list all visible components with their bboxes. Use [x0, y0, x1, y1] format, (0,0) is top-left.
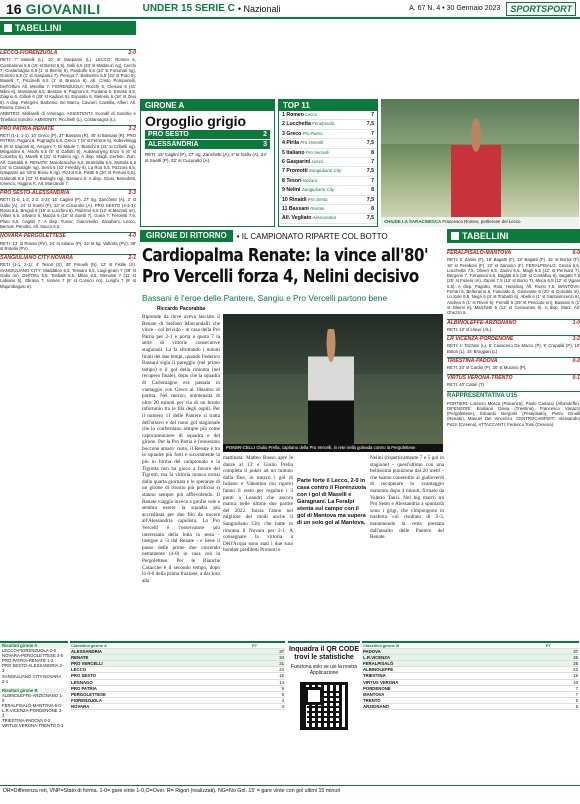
result-row: LECCO-FIORENZUOLA 2-0	[2, 648, 56, 654]
table-row: PERGOLETTESE 9	[71, 691, 284, 697]
result-row: FERALPISALÒ-MANTOVA 6-0	[2, 703, 61, 709]
table-row: FERALPISALÒ 25	[363, 661, 578, 667]
table-row: TRIESTINA 16	[363, 673, 578, 679]
result-row: L.R.VICENZA-PORDENONE 3-2	[2, 708, 63, 719]
result-row: SANGIULIANO CITY-NOVARA 2-1	[2, 673, 61, 684]
table-row: LECCO 24	[71, 667, 284, 673]
player-photo	[223, 314, 443, 444]
match-report	[0, 232, 136, 251]
tabellini-header-right	[447, 229, 580, 243]
top11-row: 5 Italiano Pro Vercelli 8	[279, 149, 377, 158]
match-text: RETI (1-0, 1-2, 2-2, 2-3): 15' Caglini (P), 27' tig. Zanchetti (A), 2' st Gallo (A), 24' st Soetti (P), 32' st Cucurullo (A). PRO SESTO (4-3-3): Rossi 6,5, Bregoli 6 (18' st Lucchini 6), Palermo 6,5 (12' st Mazzeli nn), Villani 6,5, Silvano 6, Mazza 6 (16' st Soetti 7), Goria 7, Feroletti 7,5, Pluto 6,5, Caglini 7. A disp. Tunior, Giacomello, Zanaboni, Lecco, Bernoit, Penotto. All. Sacco 6,5.	[0, 197, 136, 229]
subsection-title: UNDER 15 SERIE C	[142, 3, 235, 14]
top11-row: 8 Tesori Novara 7	[279, 177, 377, 186]
match-report	[0, 254, 136, 289]
top11-row: 6 Gasparini Lecco 7	[279, 158, 377, 167]
match-heading: LECCO-FIORENZUOLA 2-0	[0, 50, 136, 56]
table-row: PADOVA 37	[363, 649, 578, 655]
right-match-reports	[447, 246, 580, 640]
match-heading: SANGIULIANO CITY-NOVARA 2-1	[0, 255, 136, 262]
score-row: ALESSANDRIA 3	[145, 140, 270, 149]
photo-caption: POKER-CELLI Giulio Prella, capitano della Pro Vercelli, in rete nella goleada contro la Pergolettese	[223, 444, 443, 452]
top11-row: 2 Lucchetta Feralpisalò 7,5	[279, 120, 377, 129]
article-column-2: mattinata: Matteo Rosso apre le danze al 13' e Giulio Prella completa il poker ad un minuto dalla fine, in mezzo i gol di Iuliano e Valentino (su rigore) fanno il resto per regalare i 3 punti a Leandri che ancora manca nelle ultime due partite del 2022. Inizia l'anno nel migliore dei modi anche il Sangiuliano City che batte in rimonta il Novara per 2-1. A consegnare la vittoria a Dell'Acqua sono stati i due suoi bomber prediletti Promoti e	[223, 455, 293, 554]
match-report: FERALPISALÒ-MANTOVA 6-0 RETI: 5' Zanini (F), 16' Bagatti (F), 18' Bagatti (F), 15' st Bortot (F), 18' st Peraboni (F), 22' st Sannino (F). FERALPISALÒ: Gessa 6,5, Lucchetta 7,5, Oliveri 6,5, Zanini 6,5, Magli 6,5 (12' st Perinant 7), Bergomi 7, Tomasoni 6,5, Bagatti 6,5 (25' st Costalluo 6), Bagatti 7,5 (25' st Fuselo nn), Zanini 7,5 (12' st Borro 7), Muca 6,5 (12' st Vigani 6,5). A disp. Pagotto, Rosi, Huseinaj. All. Rossi 7,5. MANTOVA: Ferrari 6, Belteramo 6, Fuscaldo 6, Girvivante 6 (20' st Gondani st), Lo Sole 6,5, Negri 6 (8' st Trabalzi 6), Abelli 6 (1' st Santovincenzi 6), Andrea 6 (1' st Rivori 6), Ferrulli 6 (25' st Pesciato nn), Bassani 6 (1' st Gleimi 6), Marchetti 6 (12' st Ceravones 6). A disp. Marz. All. Ghezzo 6.	[447, 250, 580, 316]
byline: Riccardo Pacorabba	[156, 306, 206, 312]
newspaper-logo: SPORTSPORT	[506, 2, 576, 16]
match-report	[0, 49, 136, 122]
table-row: ARZIGNANO 5	[363, 703, 578, 709]
girone-headline: Orgoglio grigio	[145, 113, 247, 129]
top11-list	[279, 111, 377, 224]
table-row: MANTOVA 7	[363, 691, 578, 697]
issue-date: A. 67 N. 4 • 30 Gennaio 2023	[409, 5, 501, 12]
match-text: RETI (1-1, 1-1): 10' Greco (P), 37' Bassani (R), 40' st Bassani (R). PRO PATRIA: Pagani 6, Pognaghi 6,5, Greco 7 (8' st Fetrone 6), Kubevlmigg 6 (8' st Saponti 6), Arrigoni 7, Di Maule 7, Bianchi 6 (31' st Cribelli ng), Mingardini 6, Alsohi 6,5 (6' st Gallotti 6), Aubanoriyng Enzo 6 (6' st Colombo 6), Marelli 6 (31' st Fabrini ng). A disp. Magli, Gerbito, Zuin. All. Gastaldi 6. RENATE: Marobracchie 6,5, Brambilla 6,5, Mottola 6,5 (34' st Casiraghi ng), Serra 6 (42' Feleddy 6), La Roa 6,5, Pazzoni 6,5, Gasparini ad 'Sh'st Brivio 6 ng), Pizzol 6,5, Pilotti 6 (20' st Pertusi 6,5), Galarotti 6,5 (33' st Barlaghi ng), Bassani 8. A disp. Giusi, Benedetti, Ionesco, Higgins K. All. Marcandri 7.	[0, 133, 136, 186]
table-row: LEGNAGO 14	[71, 679, 284, 685]
qr-code-icon[interactable]	[300, 682, 348, 730]
square-icon	[451, 232, 459, 240]
rappresentativa-text: PORTIERI: Lorenzo Mosca (Piacenza), Paolo Cartacci (Albinoleffe). DIFENSORI: Emiliano Davia (Triestina), Francesco Vanazzi (Pergolettese), Edoardo Bergomi (Feralpisalò), Pietro Dinulli (Renate), Manuel Del Vincenzo. CENTROCAMPISTI: Alessandro Pozzi (Cesena). ATTACCANTI: Federico Torsi (Cesena).	[447, 400, 580, 427]
top11-label: TOP 11	[279, 100, 377, 111]
match-report: ALBINOLEFFE-ARZIGNANO 1-0 RETI: 10' st Llieve (AL).	[447, 319, 580, 332]
match-heading: NOVARA-PERGOLETTESE 4-0	[0, 233, 136, 240]
table-row: TRENTO 5	[363, 697, 578, 703]
match-text: RETI: 7' Maselli (L), 10' st Gasparini (L). LECCO: Romeo 6, Combalonei 6,5 (15' st Bortot 6,5), Galli 6,5 (33' st Mattinuzi ng), Cerchi 7, Costamagna 6,5 (1' st Berrini 6), Pandolfo 6,5 (33' st Fortunati ng), Guinzio 6,5 (1' st Gasparini 7), Perego 7, Barbertini 6,5 (15' st Puto 6), Maselli 7, Piccinelli 6,5 (1' st Brescia 6). All. Cristo Pomponelli, Dell'Ottum All. Mecillia 7. FIORENZUOLA: Rocchi 6, Cleisosi 6 (41' Milini 6), Montanari 6,5, Bersani 6, Pagnoni 6, Fontana 6, Emarsi 6,5, Ziagno 6, Gillioli 6 (25' st Kadicet 6), Esposito 6, Melnelo 6 (18' st Zeio 6). A disp. Pelegrini, Barbesio, De Marco, Cavoeri, Castillia, Alfieri. All. Riviera Cenio 6.	[0, 57, 136, 110]
subheadline: Bassani è l'eroe delle Pantere, Sangiu e Pro Vercelli partono bene	[142, 293, 388, 303]
result-row: ALBINOLEFFE-ARZIGNANO 1-0	[2, 692, 64, 703]
pull-quote: Parte forte il Lecco, 2-0 in casa contro il Fiorenzuola con i gol di Maselli e Garagnani. La Feralpi stenta sul campo con il gol di Mantova ma supera di un solo gol al Mantova.	[297, 478, 367, 526]
match-report: TRIESTINA-PADOVA 0-2 RETI: 20' st Cardin (P), 30' st Murano (P).	[447, 358, 580, 371]
page-number: 16	[6, 0, 22, 17]
table-row: PRO PATRIA 9	[71, 685, 284, 691]
table-row: PORDENONE 7	[363, 685, 578, 691]
results-box-a: Risultati girone A LECCO-FIORENZUOLA 2-0 NOVARA-PERGOLETTESE 4-0 PRO PATRIA-RENATE 1-2 PRO SESTO-ALESSANDRIA 2-3 SANGIULIANO CITY-NOVARA 2-1 Risultati girone B ALBINOLEFFE-ARZIGNANO 1-0 FERALPISALÒ-MANTOVA 6-0 L.R.VICENZA-PORDENONE 3-2 TRIESTINA-PADOVA 0-2 VIRTUS VERONA-TRENTO 0-1	[0, 641, 68, 763]
result-row: TRIESTINA-PADOVA 0-2	[2, 718, 51, 724]
table-row: ALESSANDRIA 37	[71, 649, 284, 655]
top11-row: All. Vegliato Alessandria 7,5	[279, 214, 377, 223]
girone-text: RETI: 15' Caglini (P), 27' rig. Zanchetti (A), 2' st Gallo (A), 24' st Soetti (P), 32' st Cucurullo (A).	[145, 152, 267, 163]
match-heading: PRO PATRIA-RENATE 1-2	[0, 125, 136, 132]
standings-table-a: Classifica girone A PT ALESSANDRIA 37 RENATE 34 PRO VERCELLI 31 LECCO 24 PRO SESTO 16 LEGNAGO 14 PRO PATRIA 9 PERGOLETTESE 9 FIORENZUOLA 4 NOVARA 4	[70, 641, 285, 763]
tabellini-label: TABELLINI	[15, 23, 62, 33]
match-text: RETI: 13' st Rossa (PV), 24' st Iuliano (P), 34' st tig. Valtorta (PV), 39' st Rotella (PV).	[0, 240, 136, 251]
match-officials: ARBITRO: Mollarelli di Vimirago. ASSISTENTI: Scondil di Sondrio e Tinellacil Sondrio. AMMONITI: Piccinelli (L), Costamagna (L).	[0, 111, 136, 122]
qr-box[interactable]	[288, 641, 360, 763]
left-match-reports	[0, 46, 136, 640]
table-row: NOVARA 4	[71, 703, 284, 709]
tabellini-header-left	[0, 21, 136, 35]
top11-row: 4 Pirila Pro Vercelli 7,5	[279, 139, 377, 148]
goalkeeper-photo	[381, 99, 579, 217]
match-report: VIRTUS VERONA-TRENTO 0-1 RETI: 40' Catari (T).	[447, 374, 580, 387]
subsection-category: • Nazionali	[237, 3, 281, 14]
article-column-1: Riprende da dove aveva lasciato il Renate di Stefano Marcandalli che vince - col brivido - in casa della Pro Patria per 2-1 e porta a quota 7 la serie di vittorie consecutive stagionali. La fa sfruttando i minuti finali dei due tempi, quando Federico Bassani sigla il pareggio (nel primo tempo) e il gol della rimonta (nel recupero finale), dopo che la squadra di Carlomagno era passata in vantaggio con Greco al 10esimo di partita. Nel mezzo, unintensità di oltre 20 minuti per via di un brutto infortunio tra le fila degli ospiti. Per il numero 11 delle Pantere si tratta dell'ottavo e del nono gol stagionale che lo confermano sempre più come capocannoniere di squadra e del girone. Per la Pro Patria è l'ennesimo boccone amaro: certo, il Renate è tra le squadre più forti e sicuramente la più in forma del campionato e la Tigrotta non ha gioco a favore dei Tigrotti, ma la vittoria manca ormai dalla quarta giornata e le speranze di un girone di ritorno più proficuo si stanno sempre più affievolendo. Il Renate viaggia invece a gonfie vele e sembra essere la squadra più accreditata per due filo da torcere all'Alessandria capolista. La Pro Vercelli è l'osservatore più interessata della lotta in testa - insegue a -3 dal Renate - e tiene il passo delle prime due vincendo nettamente (4-0) in casa con la Pergolettese. Per le Bianche Casacche è il secondo tempo, dopo lo 0-0 della prima frazione, a dar loro alla	[142, 314, 220, 584]
banner-label: GIRONE DI RITORNO	[140, 230, 233, 242]
match-report	[0, 189, 136, 229]
match-report: LR VICENZA-PORDENONE 3-2 RETI: 1' Tazzato (L), 5' Cavaceno De Marco (P), 9' Crepaldi (P), 10' Bitton (L), 15' Broggian (L).	[447, 336, 580, 354]
section-title: GIOVANILI	[25, 0, 101, 17]
top11-row: 9 Nelini Sangiuliano City 8	[279, 186, 377, 195]
table-row: PRO VERCELLI 31	[71, 661, 284, 667]
result-row: PRO SESTO-ALESSANDRIA 2-3	[2, 663, 64, 674]
table-row: L.R.VICENZA 26	[363, 655, 578, 661]
tabellini-label: TABELLINI	[462, 231, 509, 241]
top11-box	[278, 99, 378, 227]
result-row: VIRTUS VERONA-TRENTO 0-1	[2, 723, 64, 729]
top11-row: 10 Rinaldi Pro Sesto 7,5	[279, 196, 377, 205]
score-row: PRO SESTO 2	[145, 130, 270, 139]
match-report	[0, 125, 136, 186]
qr-subtitle: Funziona solo se usi la nostra Applicazione	[290, 664, 358, 676]
top11-row: 3 Greco Pro Patria 7	[279, 130, 377, 139]
square-icon	[4, 24, 12, 32]
top11-row: 1 Romeo Lecco 7	[279, 111, 377, 120]
girone-box	[140, 99, 275, 227]
rappresentativa-title: RAPPRESENTATIVA U15	[447, 391, 580, 399]
table-row: VIRTUS VERONA 10	[363, 679, 578, 685]
banner-text: • IL CAMPIONATO RIPARTE COL BOTTO	[236, 231, 388, 241]
main-headline: Cardiopalma Renate: la vince all'80' Pro Vercelli forza 4, Nelini decisivo	[142, 246, 429, 287]
result-row: NOVARA-PERGOLETTESE 4-0	[2, 653, 64, 659]
top11-row: 11 Bassani Renate 8	[279, 205, 377, 214]
table-row: ALBINOLEFFE 22	[363, 667, 578, 673]
table-row: FIORENZUOLA 4	[71, 697, 284, 703]
match-heading: PRO SESTO-ALESSANDRIA 2-3	[0, 190, 136, 197]
table-row: PRO SESTO 16	[71, 673, 284, 679]
table-row: RENATE 34	[71, 655, 284, 661]
page-header	[0, 0, 580, 19]
top11-row: 7 Promotti Sangiuliano City 7,5	[279, 167, 377, 176]
girone-label: GIRONE A	[141, 100, 274, 111]
qr-title: Inquadra il QR CODE trovi le statistiche	[288, 646, 359, 661]
footer-legend: DR=Differenza reti, VNP=Stato di forma. 1-0= gare vinte 1-0,O=Over. R= Rigori (realizzati). NG=No Gol. 15' = gare vinte con gol ultimi 15 minuti	[0, 785, 580, 796]
standings-table-b: Classifica girone B PT PADOVA 37 L.R.VICENZA 26 FERALPISALÒ 25 ALBINOLEFFE 22 TRIESTINA 16 VIRTUS VERONA 10 PORDENONE 7 MANTOVA 7 TRENTO 5 ARZIGNANO 5	[362, 641, 579, 763]
match-text: RETI (1-1, 2-1): 4' Tesori (S), 30' Pinuelli (N), 12' st Fistile (S). SANGIULIANO CITY: Maddalon 6,5, Tessaro 6,5, Luigi-geam 7 (28' st Gallo nn), Dell'Orto 6,5, Tosbalit 6,5, Milan 6,5, Menossi 7 (11' st Labiano 6), Sbrana 7, Ionnes 7 (5' st Corsico nn), Lurighi 7 (9' st Mujumbagolo 6).	[0, 262, 136, 289]
article-column-3: Nelini (rispettivamente 7 e 5 gol in stagione) - quest'ultimo con una bellissima punizione dai 20 metri - che hanno consentito ai gialloverdi di recuperare lo svantaggio maturato dopo 4 minuti, firmato da Valerio Tanzi. Nel big match tra Pro Sesto e Alessandria a spuntarla sono i grigi, che s'impongono in trasferta col risultato di 2-3, mantenendo la vetta prestata dall'assalto delle Pantere del Renate.	[370, 455, 444, 541]
result-row: PRO PATRIA-RENATE 1-2	[2, 658, 54, 664]
photo-caption: CHIUDE LA SARACINESCA Francesco Romeo, portierone del Lecco	[381, 217, 579, 227]
